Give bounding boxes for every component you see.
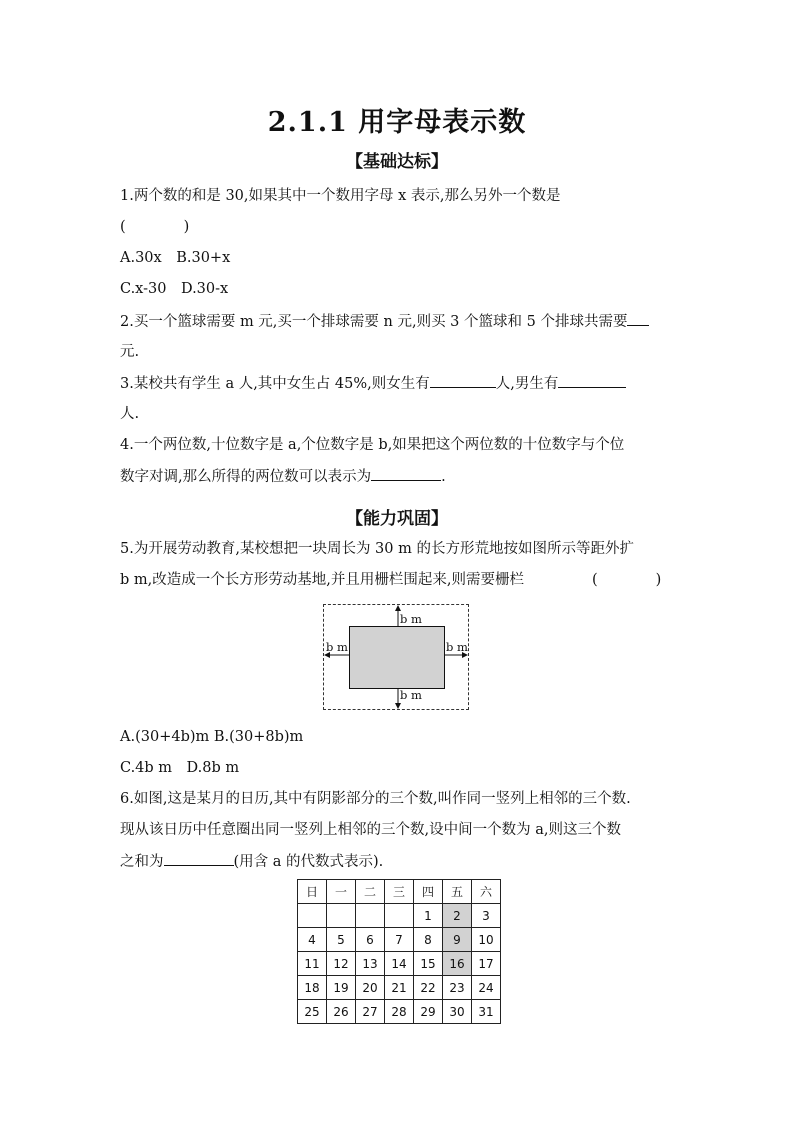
q5-stem: 5.为开展劳动教育,某校想把一块周长为 30 m 的长方形荒地按如图所示等距外扩 <box>120 541 634 557</box>
q4-line2-text: 数字对调,那么所得的两位数可以表示为 <box>120 469 372 485</box>
q4-line2-end: . <box>441 469 446 485</box>
q6-line3-end: (用含 a 的代数式表示). <box>233 854 384 870</box>
calendar-day-cell: 16 <box>443 952 472 976</box>
q2-blank <box>627 311 649 326</box>
calendar-day-cell: 6 <box>356 928 385 952</box>
q5-options-cd: C.4b m D.8b m <box>120 760 240 776</box>
calendar-header-row <box>298 880 501 904</box>
page-title: 2.1.1 用字母表示数 <box>267 107 527 138</box>
calendar-empty-cell <box>385 904 414 928</box>
q5-options-ab: A.(30+4b)m B.(30+8b)m <box>120 729 304 745</box>
q3-blank-girls <box>430 373 496 388</box>
calendar-week-row <box>298 1000 501 1024</box>
calendar-day-cell: 29 <box>414 1000 443 1024</box>
calendar-day-cell: 24 <box>472 976 501 1000</box>
calendar-day-cell: 21 <box>385 976 414 1000</box>
q1-answer-paren: ( ) <box>120 219 190 235</box>
section-basic-heading: 【基础达标】 <box>346 152 448 172</box>
q6-stem: 6.如图,这是某月的日历,其中有阴影部分的三个数,叫作同一竖列上相邻的三个数. <box>120 791 631 807</box>
fig-label-left: b m <box>326 640 348 654</box>
q5-stem-line2 <box>120 570 662 590</box>
calendar-day-cell: 17 <box>472 952 501 976</box>
calendar-day-cell: 13 <box>356 952 385 976</box>
calendar-day-cell: 20 <box>356 976 385 1000</box>
q4-blank <box>371 466 441 481</box>
calendar-weekday-header: 三 <box>385 880 414 904</box>
calendar-week-row <box>298 928 501 952</box>
calendar-weekday-header: 五 <box>443 880 472 904</box>
q6-stem-line2: 现从该日历中任意圈出同一竖列上相邻的三个数,设中间一个数为 a,则这三个数 <box>120 822 621 838</box>
calendar-day-cell: 4 <box>298 928 327 952</box>
calendar-day-cell: 25 <box>298 1000 327 1024</box>
calendar-day-cell: 19 <box>327 976 356 1000</box>
calendar-day-cell: 8 <box>414 928 443 952</box>
calendar-day-cell: 28 <box>385 1000 414 1024</box>
calendar-day-cell: 22 <box>414 976 443 1000</box>
section-ability-heading: 【能力巩固】 <box>346 509 448 529</box>
fig-label-bottom: b m <box>400 688 422 702</box>
calendar-day-cell: 12 <box>327 952 356 976</box>
calendar-day-cell: 27 <box>356 1000 385 1024</box>
q3-part2: 人,男生有 <box>495 376 559 392</box>
q1-options-cd: C.x-30 D.30-x <box>120 281 229 297</box>
q5-answer-paren: ( ) <box>592 572 662 588</box>
q6-stem-line3 <box>120 851 383 872</box>
q1-options-ab: A.30x B.30+x <box>120 250 231 266</box>
q2-line1: 2.买一个篮球需要 m 元,买一个排球需要 n 元,则买 3 个篮球和 5 个排球共需要 <box>120 314 628 330</box>
calendar-day-cell: 3 <box>472 904 501 928</box>
q3-blank-boys <box>558 373 626 388</box>
q4-stem-line2 <box>120 466 446 487</box>
calendar-day-cell: 26 <box>327 1000 356 1024</box>
calendar-week-row <box>298 976 501 1000</box>
calendar-day-cell: 23 <box>443 976 472 1000</box>
calendar-day-cell: 9 <box>443 928 472 952</box>
calendar-table <box>297 879 501 1024</box>
q6-blank <box>164 851 234 866</box>
calendar-weekday-header: 四 <box>414 880 443 904</box>
calendar-day-cell: 5 <box>327 928 356 952</box>
calendar-weekday-header: 日 <box>298 880 327 904</box>
calendar-weekday-header: 一 <box>327 880 356 904</box>
q3-stem-end: 人. <box>120 406 140 422</box>
q1-stem: 1.两个数的和是 30,如果其中一个数用字母 x 表示,那么另外一个数是 <box>120 188 561 204</box>
calendar-day-cell: 15 <box>414 952 443 976</box>
fig-arrows <box>323 604 469 710</box>
fig-label-top: b m <box>400 612 422 626</box>
calendar-empty-cell <box>356 904 385 928</box>
calendar-day-cell: 11 <box>298 952 327 976</box>
q2-stem <box>120 311 649 332</box>
q6-line3-text: 之和为 <box>120 854 164 870</box>
q3-stem <box>120 373 626 394</box>
calendar-day-cell: 2 <box>443 904 472 928</box>
q2-stem-end: 元. <box>120 344 140 360</box>
calendar-weekday-header: 六 <box>472 880 501 904</box>
q3-part1: 3.某校共有学生 a 人,其中女生占 45%,则女生有 <box>120 376 430 392</box>
calendar-empty-cell <box>298 904 327 928</box>
calendar-day-cell: 10 <box>472 928 501 952</box>
fig-label-right: b m <box>446 640 468 654</box>
calendar-week-row <box>298 952 501 976</box>
calendar-day-cell: 7 <box>385 928 414 952</box>
q5-figure <box>323 604 469 710</box>
q4-stem: 4.一个两位数,十位数字是 a,个位数字是 b,如果把这个两位数的十位数字与个位 <box>120 437 625 453</box>
calendar-weekday-header: 二 <box>356 880 385 904</box>
q5-line2-text: b m,改造成一个长方形劳动基地,并且用栅栏围起来,则需要栅栏 <box>120 572 524 588</box>
calendar-day-cell: 31 <box>472 1000 501 1024</box>
calendar-week-row <box>298 904 501 928</box>
calendar-day-cell: 18 <box>298 976 327 1000</box>
calendar-day-cell: 30 <box>443 1000 472 1024</box>
calendar-empty-cell <box>327 904 356 928</box>
calendar-day-cell: 1 <box>414 904 443 928</box>
calendar-day-cell: 14 <box>385 952 414 976</box>
